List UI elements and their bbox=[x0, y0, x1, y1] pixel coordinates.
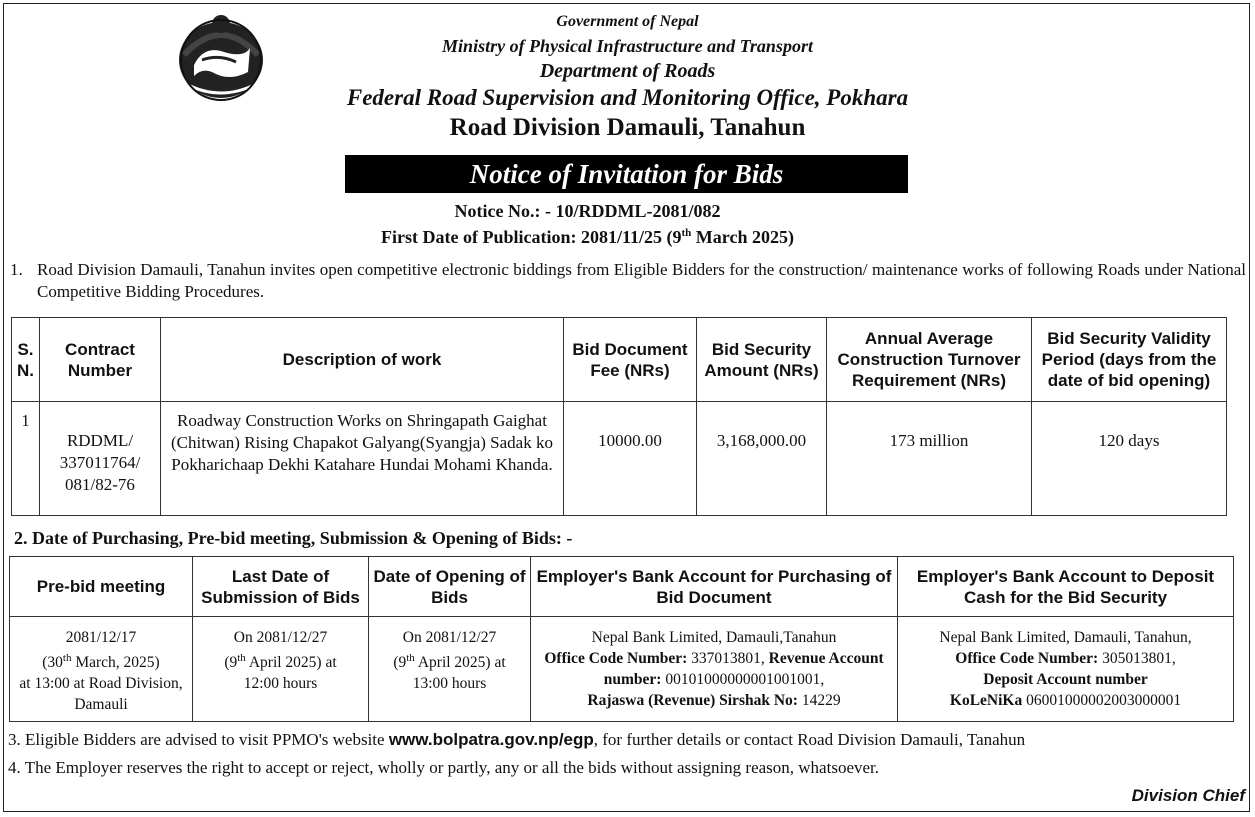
table-header-row bbox=[12, 318, 1227, 402]
table-row bbox=[12, 402, 1227, 516]
header-purchase-account: Employer's Bank Account for Purchasing of Bid Document bbox=[531, 557, 898, 617]
row-sn: 1 bbox=[12, 402, 40, 516]
division-heading: Road Division Damauli, Tanahun bbox=[449, 114, 806, 141]
header-fee: Bid Document Fee (NRs) bbox=[564, 318, 697, 402]
works-table bbox=[11, 317, 1227, 516]
schedule-row bbox=[10, 617, 1234, 722]
row-contract: RDDML/ 337011764/ 081/82-76 bbox=[40, 402, 161, 516]
footer-item-3: 3. Eligible Bidders are advised to visit PPMO's website www.bolpatra.gov.np/egp, for further details or contact Road Division Damauli, Tanahun bbox=[8, 730, 1026, 749]
government-heading: Government of Nepal bbox=[556, 13, 699, 30]
notice-number: Notice No.: - 10/RDDML-2081/082 bbox=[454, 201, 721, 221]
header-turnover: Annual Average Construction Turnover Requirement (NRs) bbox=[827, 318, 1032, 402]
purchase-account-cell: Nepal Bank Limited, Damauli,Tanahun Office Code Number: 337013801, Revenue Account number: 00101000000001001001, Rajaswa (Revenue) Sirshak No: 14229 bbox=[531, 617, 898, 722]
row-security: 3,168,000.00 bbox=[697, 402, 827, 516]
notice-title-banner: Notice of Invitation for Bids bbox=[345, 155, 908, 193]
header-submission: Last Date of Submission of Bids bbox=[193, 557, 369, 617]
schedule-header-row bbox=[10, 557, 1234, 617]
header-security: Bid Security Amount (NRs) bbox=[697, 318, 827, 402]
footer-item-4: 4. The Employer reserves the right to accept or reject, wholly or partly, any or all the bids without assigning reason, whatsoever. bbox=[8, 758, 880, 777]
security-account-cell: Nepal Bank Limited, Damauli, Tanahun, Office Code Number: 305013801, Deposit Account number KoLeNiKa 06001000002003000001 bbox=[898, 617, 1234, 722]
ministry-heading: Ministry of Physical Infrastructure and Transport bbox=[442, 36, 813, 56]
row-description: Roadway Construction Works on Shringapath Gaighat (Chitwan) Rising Chapakot Galyang(Syangja) Sadak ko Pokharichaap Dekhi Katahare Hundai Mohami Khanda. bbox=[161, 402, 564, 516]
department-heading: Department of Roads bbox=[539, 60, 716, 82]
office-heading: Federal Road Supervision and Monitoring Office, Pokhara bbox=[346, 85, 909, 110]
header-prebid: Pre-bid meeting bbox=[10, 557, 193, 617]
submission-cell: On 2081/12/27 (9th April 2025) at 12:00 hours bbox=[193, 617, 369, 722]
header-opening: Date of Opening of Bids bbox=[369, 557, 531, 617]
opening-cell: On 2081/12/27 (9th April 2025) at 13:00 hours bbox=[369, 617, 531, 722]
header-contract: Contract Number bbox=[40, 318, 161, 402]
signature: Division Chief bbox=[1131, 786, 1245, 805]
row-validity: 120 days bbox=[1032, 402, 1227, 516]
publication-date: First Date of Publication: 2081/11/25 (9th March 2025) bbox=[381, 227, 794, 247]
header-sn: S. N. bbox=[12, 318, 40, 402]
row-turnover: 173 million bbox=[827, 402, 1032, 516]
header-validity: Bid Security Validity Period (days from the date of bid opening) bbox=[1032, 318, 1227, 402]
header-description: Description of work bbox=[161, 318, 564, 402]
ppmo-website-link[interactable]: www.bolpatra.gov.np/egp bbox=[388, 730, 594, 749]
header-security-account: Employer's Bank Account to Deposit Cash for the Bid Security bbox=[898, 557, 1234, 617]
schedule-table bbox=[9, 556, 1234, 722]
paragraph-1: 1. Road Division Damauli, Tanahun invites open competitive electronic biddings from Eligible Bidders for the construction/ maintenance works of following Roads under National Competitive Bidding Procedures. bbox=[10, 260, 1246, 301]
section-2-title: 2. Date of Purchasing, Pre-bid meeting, Submission & Opening of Bids: - bbox=[14, 528, 573, 548]
prebid-cell: 2081/12/17 (30th March, 2025) at 13:00 at Road Division, Damauli bbox=[10, 617, 193, 722]
row-fee: 10000.00 bbox=[564, 402, 697, 516]
